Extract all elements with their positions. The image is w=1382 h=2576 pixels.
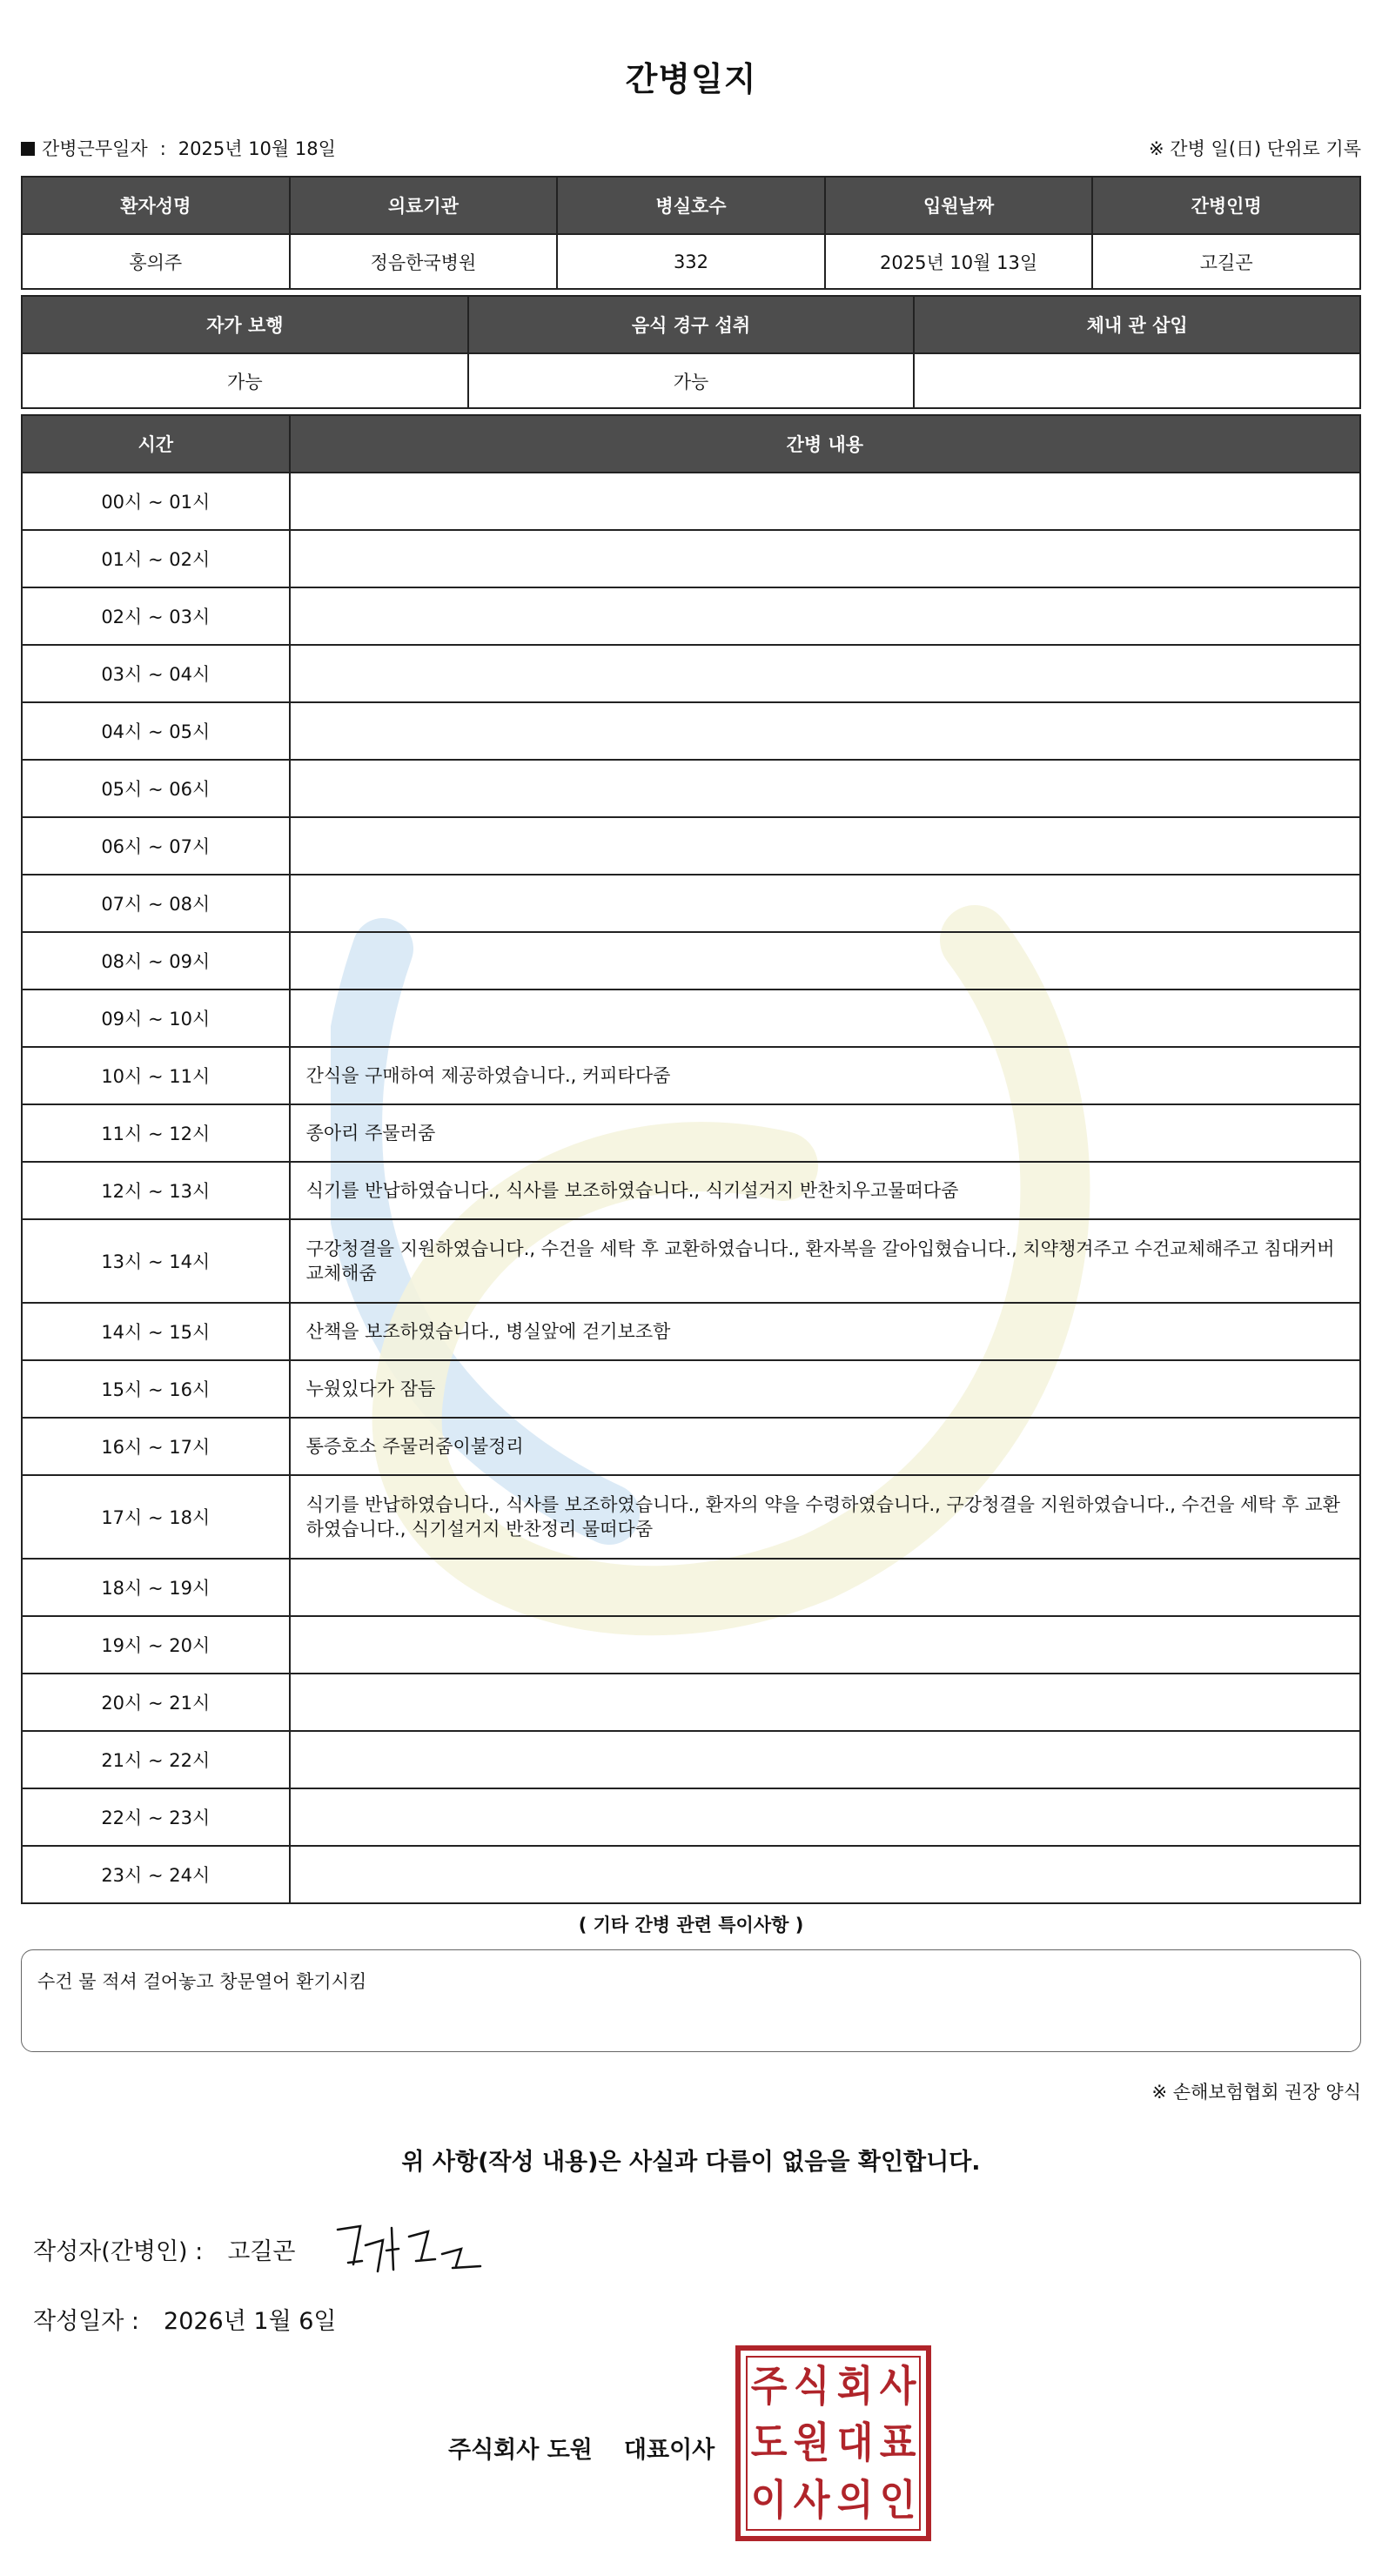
- written-date-line: [33, 2302, 337, 2336]
- content-cell: [290, 932, 1360, 989]
- content-cell: 식기를 반납하였습니다., 식사를 보조하였습니다., 식기설거지 반찬치우고물떠다줌: [290, 1162, 1360, 1219]
- content-cell: 구강청결을 지원하였습니다., 수건을 세탁 후 교환하였습니다., 환자복을 갈아입혔습니다., 치약챙겨주고 수건교체해주고 침대커버교체해줌: [290, 1219, 1360, 1303]
- work-date: [21, 135, 336, 161]
- time-cell: 03시 ~ 04시: [22, 645, 290, 702]
- admission-date: 2025년 10월 13일: [825, 234, 1093, 289]
- seal-char: 표: [879, 2418, 916, 2468]
- content-cell: 식기를 반납하였습니다., 식사를 보조하였습니다., 환자의 약을 수령하였습니다., 구강청결을 지원하였습니다., 수건을 세탁 후 교환하였습니다., 식기설거지 반찬정리 물떠다줌: [290, 1475, 1360, 1559]
- time-cell: 20시 ~ 21시: [22, 1674, 290, 1731]
- seal-char: 식: [794, 2361, 830, 2411]
- content-cell: [290, 702, 1360, 760]
- content-cell: [290, 1846, 1360, 1903]
- time-cell: 11시 ~ 12시: [22, 1104, 290, 1162]
- time-cell: 05시 ~ 06시: [22, 760, 290, 817]
- institution-name: 정음한국병원: [290, 234, 558, 289]
- content-cell: 통증호소 주물러줌이불정리: [290, 1418, 1360, 1475]
- table-row: [22, 1731, 1360, 1788]
- time-cell: 23시 ~ 24시: [22, 1846, 290, 1903]
- square-bullet-icon: [21, 142, 35, 156]
- seal-char: 이: [750, 2476, 788, 2526]
- content-cell: 누웠있다가 잠듬: [290, 1360, 1360, 1418]
- seal-char: 의: [836, 2476, 873, 2526]
- content-cell: [290, 473, 1360, 530]
- work-date-label: 간병근무일자: [42, 138, 148, 159]
- seal-inner-frame: [746, 2356, 921, 2531]
- patient-status-table: [21, 295, 1361, 409]
- time-cell: 19시 ~ 20시: [22, 1616, 290, 1674]
- content-cell: 종아리 주물러줌: [290, 1104, 1360, 1162]
- work-date-separator: :: [159, 138, 166, 159]
- table-row: [22, 1303, 1360, 1360]
- time-cell: 22시 ~ 23시: [22, 1788, 290, 1846]
- self-walking-value: 가능: [22, 353, 468, 408]
- header-institution: 의료기관: [290, 177, 558, 234]
- seal-char: 대: [836, 2418, 873, 2468]
- table-row: [22, 1104, 1360, 1162]
- content-cell: [290, 760, 1360, 817]
- log-header-row: [22, 415, 1360, 473]
- table-row: [22, 1475, 1360, 1559]
- status-header-row: [22, 296, 1360, 353]
- confirm-statement: 위 사항(작성 내용)은 사실과 다름이 없음을 확인합니다.: [401, 2149, 981, 2176]
- table-row: [22, 645, 1360, 702]
- table-row: [22, 1418, 1360, 1475]
- content-cell: [290, 1731, 1360, 1788]
- writer-line: [33, 2232, 296, 2266]
- content-cell: [290, 1559, 1360, 1616]
- time-cell: 10시 ~ 11시: [22, 1047, 290, 1104]
- table-row: [22, 530, 1360, 587]
- time-cell: 15시 ~ 16시: [22, 1360, 290, 1418]
- unit-note: ※ 간병 일(日) 단위로 기록: [1149, 138, 1361, 159]
- seal-char: 인: [879, 2476, 916, 2526]
- handwritten-signature: [331, 2210, 487, 2280]
- table-row: [22, 1616, 1360, 1674]
- time-cell: 08시 ~ 09시: [22, 932, 290, 989]
- patient-name: 홍의주: [22, 234, 290, 289]
- patient-info-table: [21, 176, 1361, 290]
- content-cell: [290, 1788, 1360, 1846]
- seal-char: 사: [879, 2361, 916, 2411]
- content-cell: 산책을 보조하였습니다., 병실앞에 걷기보조함: [290, 1303, 1360, 1360]
- special-notes-box: 수건 물 적셔 걸어놓고 창문열어 환기시킴: [21, 1949, 1361, 2052]
- time-cell: 18시 ~ 19시: [22, 1559, 290, 1616]
- time-cell: 09시 ~ 10시: [22, 989, 290, 1047]
- header-care-content: 간병 내용: [290, 415, 1360, 473]
- oral-intake-value: 가능: [468, 353, 915, 408]
- content-cell: [290, 1616, 1360, 1674]
- page-title: 간병일지: [625, 60, 757, 98]
- content-cell: [290, 645, 1360, 702]
- content-cell: [290, 817, 1360, 875]
- content-cell: [290, 1674, 1360, 1731]
- work-date-row: [21, 135, 1361, 166]
- time-cell: 02시 ~ 03시: [22, 587, 290, 645]
- company-name: 주식회사 도원: [448, 2437, 593, 2464]
- header-caregiver-name: 간병인명: [1092, 177, 1360, 234]
- table-row: [22, 817, 1360, 875]
- table-row: [22, 1846, 1360, 1903]
- seal-char: 사: [794, 2476, 830, 2526]
- table-row: [22, 473, 1360, 530]
- header-tube-insertion: 체내 관 삽입: [914, 296, 1360, 353]
- time-cell: 13시 ~ 14시: [22, 1219, 290, 1303]
- table-row: [22, 989, 1360, 1047]
- table-row: [22, 587, 1360, 645]
- header-patient-name: 환자성명: [22, 177, 290, 234]
- time-cell: 04시 ~ 05시: [22, 702, 290, 760]
- patient-header-row: [22, 177, 1360, 234]
- content-cell: [290, 875, 1360, 932]
- header-room-number: 병실호수: [557, 177, 825, 234]
- header-admission-date: 입원날짜: [825, 177, 1093, 234]
- seal-char: 도: [750, 2418, 788, 2468]
- recommend-note: ※ 손해보험협회 권장 양식: [1151, 2082, 1361, 2103]
- tube-insertion-value: [914, 353, 1360, 408]
- seal-char: 주: [750, 2361, 788, 2411]
- time-cell: 00시 ~ 01시: [22, 473, 290, 530]
- content-cell: [290, 989, 1360, 1047]
- time-cell: 01시 ~ 02시: [22, 530, 290, 587]
- seal-char: 원: [794, 2418, 830, 2468]
- table-row: [22, 1162, 1360, 1219]
- time-cell: 17시 ~ 18시: [22, 1475, 290, 1559]
- table-row: [22, 875, 1360, 932]
- header-time: 시간: [22, 415, 290, 473]
- written-date-label: 작성일자 :: [33, 2308, 140, 2335]
- content-cell: [290, 530, 1360, 587]
- status-value-row: [22, 353, 1360, 408]
- table-row: [22, 1219, 1360, 1303]
- written-date-value: 2026년 1월 6일: [164, 2308, 337, 2335]
- time-cell: 21시 ~ 22시: [22, 1731, 290, 1788]
- header-oral-intake: 음식 경구 섭취: [468, 296, 915, 353]
- table-row: [22, 702, 1360, 760]
- time-cell: 16시 ~ 17시: [22, 1418, 290, 1475]
- caregiver-name: 고길곤: [1092, 234, 1360, 289]
- room-number: 332: [557, 234, 825, 289]
- time-cell: 12시 ~ 13시: [22, 1162, 290, 1219]
- special-notes-label: ( 기타 간병 관련 특이사항 ): [578, 1915, 804, 1935]
- company-ceo-title: 대표이사: [623, 2437, 715, 2464]
- content-cell: [290, 587, 1360, 645]
- table-row: [22, 760, 1360, 817]
- company-seal-stamp: [735, 2345, 931, 2541]
- writer-name: 고길곤: [227, 2238, 296, 2265]
- table-row: [22, 1788, 1360, 1846]
- time-cell: 06시 ~ 07시: [22, 817, 290, 875]
- time-cell: 07시 ~ 08시: [22, 875, 290, 932]
- work-date-value: 2025년 10월 18일: [178, 138, 336, 159]
- table-row: [22, 932, 1360, 989]
- table-row: [22, 1360, 1360, 1418]
- company-line: [448, 2431, 714, 2465]
- writer-label: 작성자(간병인) :: [33, 2238, 204, 2265]
- content-cell: 간식을 구매하여 제공하였습니다., 커피타다줌: [290, 1047, 1360, 1104]
- time-cell: 14시 ~ 15시: [22, 1303, 290, 1360]
- care-log-table: [21, 414, 1361, 1904]
- table-row: [22, 1559, 1360, 1616]
- table-row: [22, 1674, 1360, 1731]
- patient-value-row: [22, 234, 1360, 289]
- table-row: [22, 1047, 1360, 1104]
- seal-char: 회: [836, 2361, 873, 2411]
- header-self-walking: 자가 보행: [22, 296, 468, 353]
